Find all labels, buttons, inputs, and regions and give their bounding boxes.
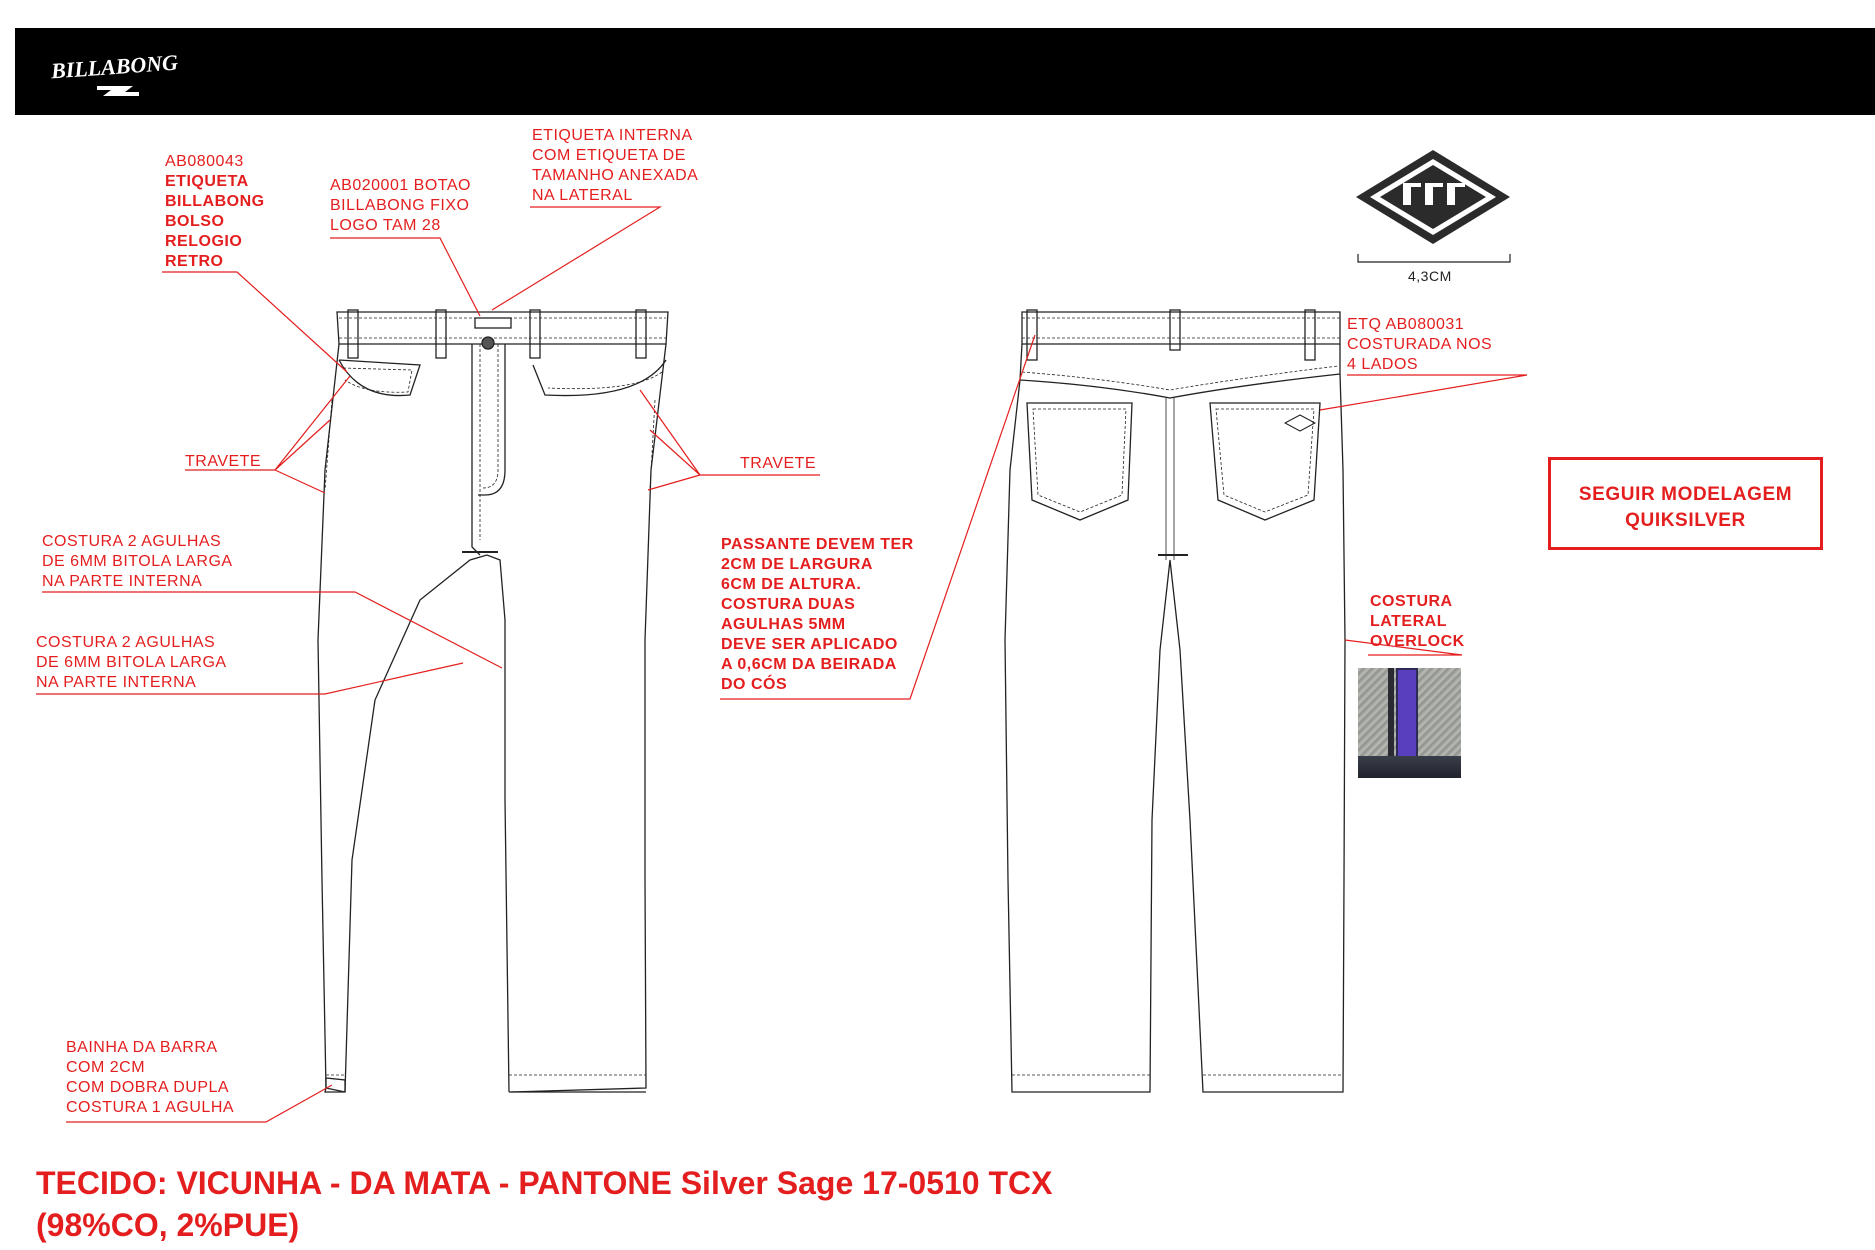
label-travete-left: TRAVETE: [185, 453, 262, 470]
label-side-seam-line1: COSTURA: [1370, 593, 1453, 610]
label-beltloop-line5: AGULHAS 5MM: [721, 616, 846, 633]
label-beltloop-line6: DEVE SER APLICADO: [721, 636, 898, 653]
label-seam2-line1: COSTURA 2 AGULHAS: [36, 634, 216, 651]
label-travete-right: TRAVETE: [740, 455, 817, 472]
svg-text:BILLABONG: BILLABONG: [50, 49, 179, 84]
label-inner-tag-line4: NA LATERAL: [532, 187, 633, 204]
note-box-text: [1551, 482, 1820, 534]
label-seam1-line2: DE 6MM BITOLA LARGA: [42, 553, 233, 570]
note-box: [1548, 457, 1823, 550]
fabric-line1: TECIDO: VICUNHA - DA MATA - PANTONE Silver Sage 17-0510 TCX: [36, 1165, 1053, 1201]
label-inner-tag-line1: ETIQUETA INTERNA: [532, 127, 693, 144]
label-hem-line4: COSTURA 1 AGULHA: [66, 1099, 235, 1116]
label-pocket-code: AB080043: [165, 153, 244, 170]
label-pocket-line5: RELOGIO: [165, 233, 243, 250]
label-beltloop-line1: PASSANTE DEVEM TER: [721, 536, 914, 553]
label-inner-tag-line2: COM ETIQUETA DE: [532, 147, 686, 164]
label-side-seam-line2: LATERAL: [1370, 613, 1447, 630]
label-beltloop-line3: 6CM DE ALTURA.: [721, 576, 862, 593]
note-line2: QUIKSILVER: [1625, 510, 1746, 531]
label-pocket-line4: BOLSO: [165, 213, 225, 230]
label-beltloop-line4: COSTURA DUAS: [721, 596, 856, 613]
label-button-line2: BILLABONG FIXO: [330, 197, 470, 214]
label-button-line3: LOGO TAM 28: [330, 217, 441, 234]
label-back-tag-line3: 4 LADOS: [1347, 356, 1419, 373]
note-line1: SEGUIR MODELAGEM: [1578, 484, 1793, 505]
label-hem-line1: BAINHA DA BARRA: [66, 1039, 218, 1056]
label-hem-line2: COM 2CM: [66, 1059, 146, 1076]
label-seam1-line1: COSTURA 2 AGULHAS: [42, 533, 222, 550]
label-beltloop-line8: DO CÓS: [721, 676, 788, 693]
overlock-swatch-image: [1358, 668, 1461, 778]
measure-label: 4,3CM: [1408, 268, 1452, 284]
label-beltloop-line7: A 0,6CM DA BEIRADA: [721, 656, 897, 673]
label-inner-tag-line3: TAMANHO ANEXADA: [532, 167, 699, 184]
label-pocket-line3: BILLABONG: [165, 193, 265, 210]
label-beltloop-line2: 2CM DE LARGURA: [721, 556, 873, 573]
label-seam2-line3: NA PARTE INTERNA: [36, 674, 197, 691]
label-back-tag-line1: ETQ AB080031: [1347, 316, 1465, 333]
label-seam1-line3: NA PARTE INTERNA: [42, 573, 203, 590]
label-button-line1: AB020001 BOTAO: [330, 177, 471, 194]
label-seam2-line2: DE 6MM BITOLA LARGA: [36, 654, 227, 671]
fabric-spec: [36, 1162, 1052, 1246]
fabric-line2: (98%CO, 2%PUE): [36, 1207, 300, 1243]
label-side-seam-line3: OVERLOCK: [1370, 633, 1465, 650]
label-hem-line3: COM DOBRA DUPLA: [66, 1079, 230, 1096]
label-pocket-line2: ETIQUETA: [165, 173, 249, 190]
label-pocket-line6: RETRO: [165, 253, 224, 270]
label-back-tag-line2: COSTURADA NOS: [1347, 336, 1493, 353]
